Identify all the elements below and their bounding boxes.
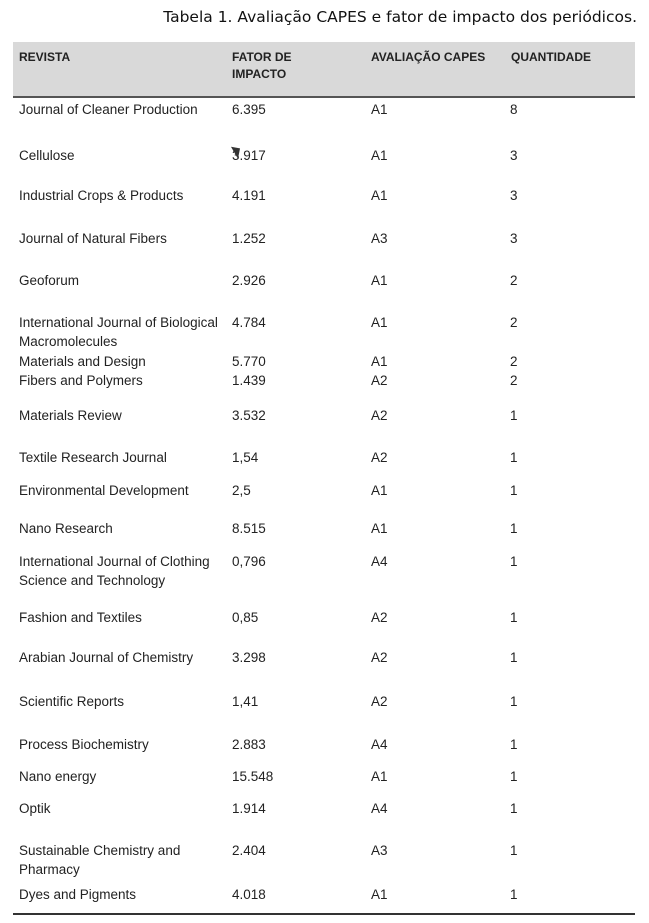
cell-fator-de-impacto: 1.252 [232,231,266,246]
cell-quantidade: 1 [510,887,518,902]
cell-quantidade: 1 [510,737,518,752]
cell-quantidade: 2 [510,273,518,288]
cell-quantidade: 1 [510,554,518,569]
table-body [13,98,635,916]
cell-fator-de-impacto: 3.298 [232,650,266,665]
cell-quantidade: 3 [510,231,518,246]
cell-avaliacao-capes: A1 [371,148,388,163]
cell-revista: Materials Review [19,408,122,423]
cell-revista: Cellulose [19,148,75,163]
cell-quantidade: 8 [510,102,518,117]
cell-revista: Scientific Reports [19,694,125,709]
cell-fator-de-impacto: 2.926 [232,273,266,288]
cell-fator-de-impacto: 3.532 [232,408,266,423]
cell-fator-de-impacto: 1.914 [232,801,266,816]
cell-revista: Geoforum [19,273,80,288]
cell-avaliacao-capes: A4 [371,737,388,752]
cell-revista: Journal of Cleaner Production [19,102,198,117]
cell-avaliacao-capes: A1 [371,315,388,330]
table-header [13,42,635,98]
cell-quantidade: 1 [510,483,518,498]
table-bottom-rule [13,913,635,915]
cell-revista: Dyes and Pigments [19,887,137,902]
cell-revista: Process Biochemistry [19,737,149,752]
cell-quantidade: 1 [510,450,518,465]
cell-revista: Materials and Design [19,354,146,369]
header-revista: REVISTA [19,50,71,64]
cell-avaliacao-capes: A4 [371,554,388,569]
cell-avaliacao-capes: A1 [371,102,388,117]
cell-avaliacao-capes: A2 [371,610,388,625]
cell-fator-de-impacto: 6.395 [232,102,266,117]
cell-quantidade: 1 [510,843,518,858]
cell-revista: Industrial Crops & Products [19,188,184,203]
cell-avaliacao-capes: A2 [371,450,388,465]
cell-fator-de-impacto: 4.784 [232,315,266,330]
cell-revista: International Journal of Biological Macromolecules [19,315,218,349]
cell-avaliacao-capes: A3 [371,231,388,246]
cell-quantidade: 3 [510,188,518,203]
cell-revista: Textile Research Journal [19,450,167,465]
cell-avaliacao-capes: A4 [371,801,388,816]
cell-revista: Fibers and Polymers [19,373,143,388]
cell-fator-de-impacto: 3.917 [232,148,266,163]
header-quantidade: QUANTIDADE [511,50,591,64]
table-caption: Tabela 1. Avaliação CAPES e fator de impacto dos periódicos. [163,8,637,26]
cell-avaliacao-capes: A1 [371,354,388,369]
cell-avaliacao-capes: A1 [371,521,388,536]
cell-quantidade: 1 [510,801,518,816]
cell-avaliacao-capes: A3 [371,843,388,858]
cell-quantidade: 1 [510,650,518,665]
cell-avaliacao-capes: A2 [371,408,388,423]
cell-quantidade: 2 [510,315,518,330]
cell-fator-de-impacto: 0,85 [232,610,259,625]
cell-quantidade: 1 [510,408,518,423]
cell-avaliacao-capes: A2 [371,650,388,665]
cell-avaliacao-capes: A1 [371,483,388,498]
cell-fator-de-impacto: 4.018 [232,887,266,902]
cell-revista: Journal of Natural Fibers [19,231,167,246]
cell-quantidade: 2 [510,373,518,388]
cell-quantidade: 3 [510,148,518,163]
header-avaliacao-capes: AVALIAÇÃO CAPES [371,50,486,64]
cell-quantidade: 1 [510,769,518,784]
cell-revista: Nano energy [19,769,97,784]
cell-fator-de-impacto: 8.515 [232,521,266,536]
cell-avaliacao-capes: A1 [371,273,388,288]
cell-revista: Optik [19,801,51,816]
cell-revista: International Journal of Clothing Science and Technology [19,554,210,588]
cell-fator-de-impacto: 1,54 [232,450,259,465]
cell-fator-de-impacto: 1,41 [232,694,259,709]
cell-fator-de-impacto: 2.883 [232,737,266,752]
cell-revista: Environmental Development [19,483,189,498]
cell-fator-de-impacto: 15.548 [232,769,274,784]
cell-fator-de-impacto: 0,796 [232,554,266,569]
cell-fator-de-impacto: 1.439 [232,373,266,388]
cell-fator-de-impacto: 4.191 [232,188,266,203]
cell-revista: Fashion and Textiles [19,610,142,625]
cell-fator-de-impacto: 2.404 [232,843,266,858]
cell-fator-de-impacto: 2,5 [232,483,251,498]
cell-quantidade: 1 [510,694,518,709]
cell-quantidade: 1 [510,610,518,625]
cell-revista: Sustainable Chemistry and Pharmacy [19,843,181,877]
cell-fator-de-impacto: 5.770 [232,354,266,369]
cell-revista: Nano Research [19,521,113,536]
cell-avaliacao-capes: A2 [371,373,388,388]
cell-avaliacao-capes: A1 [371,188,388,203]
cell-quantidade: 1 [510,521,518,536]
journals-table [13,42,635,916]
cell-revista: Arabian Journal of Chemistry [19,650,194,665]
cell-quantidade: 2 [510,354,518,369]
header-fator-de-impacto: FATOR DE IMPACTO [232,50,292,81]
cell-avaliacao-capes: A1 [371,769,388,784]
cell-avaliacao-capes: A1 [371,887,388,902]
cell-avaliacao-capes: A2 [371,694,388,709]
